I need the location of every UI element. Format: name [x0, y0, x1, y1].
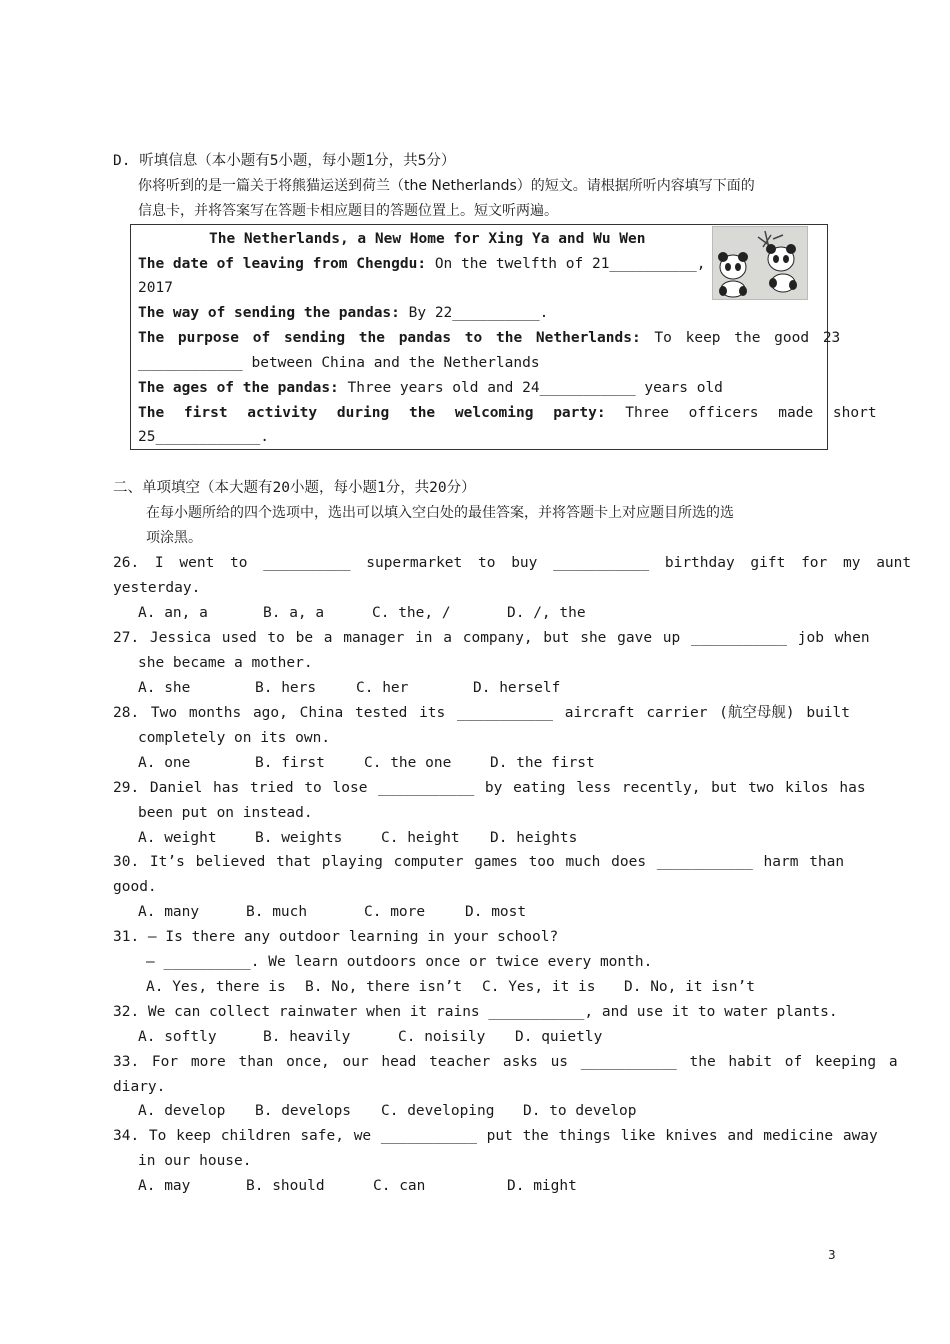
q33-option-a: A. develop	[138, 1103, 226, 1119]
q28-option-d: D. the first	[490, 755, 595, 771]
section-2-instruction-2: 项涂黑。	[146, 530, 202, 546]
q28-option-a: A. one	[138, 755, 191, 771]
card-row-ages	[138, 379, 723, 397]
card-text-date: On the twelfth of 21__________,	[426, 256, 706, 272]
q29-option-d: D. heights	[490, 830, 578, 846]
q29-option-a: A. weight	[138, 830, 217, 846]
q29-option-b: B. weights	[255, 830, 343, 846]
q34-option-b: B. should	[246, 1178, 325, 1194]
card-row-purpose-cont: ____________ between China and the Netherlands	[138, 355, 540, 371]
card-label-activity: The first activity during the welcoming party:	[138, 405, 606, 421]
q26-option-a: A. an, a	[138, 605, 208, 621]
q30-option-d: D. most	[465, 904, 527, 920]
question-28-cont: completely on its own.	[138, 730, 331, 746]
card-title: The Netherlands, a New Home for Xing Ya and Wu Wen	[209, 231, 646, 247]
q30-option-b: B. much	[246, 904, 308, 920]
question-28: 28. Two months ago, China tested its ___________ aircraft carrier (航空母舰) built	[113, 705, 851, 721]
card-label-ages: The ages of the pandas:	[138, 380, 339, 396]
question-31: 31. — Is there any outdoor learning in your school?	[113, 929, 559, 945]
question-27-cont: she became a mother.	[138, 655, 313, 671]
card-row-way	[138, 304, 548, 322]
page-number: 3	[828, 1248, 836, 1262]
q26-option-b: B. a, a	[263, 605, 325, 621]
q34-option-c: C. can	[373, 1178, 426, 1194]
question-34-cont: in our house.	[138, 1153, 252, 1169]
question-29: 29. Daniel has tried to lose ___________ by eating less recently, but two kilos has	[113, 780, 866, 796]
q29-option-c: C. height	[381, 830, 460, 846]
q33-option-d: D. to develop	[523, 1103, 637, 1119]
section-d-title: D. 听填信息（本小题有5小题，每小题1分，共5分）	[113, 153, 456, 169]
question-26-cont: yesterday.	[113, 580, 201, 596]
q27-option-d: D. herself	[473, 680, 561, 696]
card-label-way: The way of sending the pandas:	[138, 305, 400, 321]
q31-option-a: A. Yes, there is	[146, 979, 286, 995]
card-row-date	[138, 255, 705, 273]
q32-option-a: A. softly	[138, 1029, 217, 1045]
q28-option-b: B. first	[255, 755, 325, 771]
q30-option-c: C. more	[364, 904, 426, 920]
q34-option-a: A. may	[138, 1178, 191, 1194]
section-2-title: 二、单项填空（本大题有20小题，每小题1分，共20分）	[113, 480, 476, 496]
question-33-cont: diary.	[113, 1079, 166, 1095]
question-32: 32. We can collect rainwater when it rains ___________, and use it to water plants.	[113, 1004, 838, 1020]
question-27: 27. Jessica used to be a manager in a company, but she gave up ___________ job when	[113, 630, 870, 646]
q27-option-a: A. she	[138, 680, 191, 696]
question-31-cont: — __________. We learn outdoors once or twice every month.	[146, 954, 653, 970]
card-text-activity: Three officers made short	[605, 405, 877, 421]
card-label-purpose: The purpose of sending the pandas to the Netherlands:	[138, 330, 641, 346]
q32-option-c: C. noisily	[398, 1029, 486, 1045]
q26-option-c: C. the, /	[372, 605, 451, 621]
q26-option-d: D. /, the	[507, 605, 586, 621]
question-30: 30. It’s believed that playing computer games too much does ___________ harm than	[113, 854, 845, 870]
question-33: 33. For more than once, our head teacher asks us ___________ the habit of keeping a	[113, 1054, 898, 1070]
card-text-purpose: To keep the good 23	[640, 330, 841, 346]
section-d-instruction-2: 信息卡，并将答案写在答题卡相应题目的答题位置上。短文听两遍。	[138, 203, 558, 219]
section-2-instruction-1: 在每小题所给的四个选项中，选出可以填入空白处的最佳答案，并将答题卡上对应题目所选的选	[146, 505, 734, 521]
q32-option-d: D. quietly	[515, 1029, 603, 1045]
q31-option-d: D. No, it isn’t	[624, 979, 755, 995]
card-row-purpose	[138, 329, 840, 347]
section-d-instruction-1: 你将听到的是一篇关于将熊猫运送到荷兰（the Netherlands）的短文。请根据所听内容填写下面的	[138, 178, 755, 194]
q30-option-a: A. many	[138, 904, 200, 920]
card-row-activity	[138, 404, 877, 422]
q31-option-c: C. Yes, it is	[482, 979, 596, 995]
q27-option-c: C. her	[356, 680, 409, 696]
q33-option-c: C. developing	[381, 1103, 495, 1119]
panda-image	[712, 226, 808, 300]
card-row-date-cont: 2017	[138, 280, 173, 296]
panda-icon	[713, 227, 807, 299]
q32-option-b: B. heavily	[263, 1029, 351, 1045]
card-row-activity-cont: 25____________.	[138, 429, 269, 445]
q31-option-b: B. No, there isn’t	[305, 979, 463, 995]
question-26: 26. I went to __________ supermarket to buy ___________ birthday gift for my aunt	[113, 555, 912, 571]
question-29-cont: been put on instead.	[138, 805, 313, 821]
card-label-date: The date of leaving from Chengdu:	[138, 256, 427, 272]
q34-option-d: D. might	[507, 1178, 577, 1194]
card-text-way: By 22__________.	[399, 305, 549, 321]
q33-option-b: B. develops	[255, 1103, 352, 1119]
q28-option-c: C. the one	[364, 755, 452, 771]
question-34: 34. To keep children safe, we ___________ put the things like knives and medicine away	[113, 1128, 878, 1144]
question-30-cont: good.	[113, 879, 157, 895]
q27-option-b: B. hers	[255, 680, 317, 696]
card-text-ages: Three years old and 24___________ years old	[338, 380, 723, 396]
